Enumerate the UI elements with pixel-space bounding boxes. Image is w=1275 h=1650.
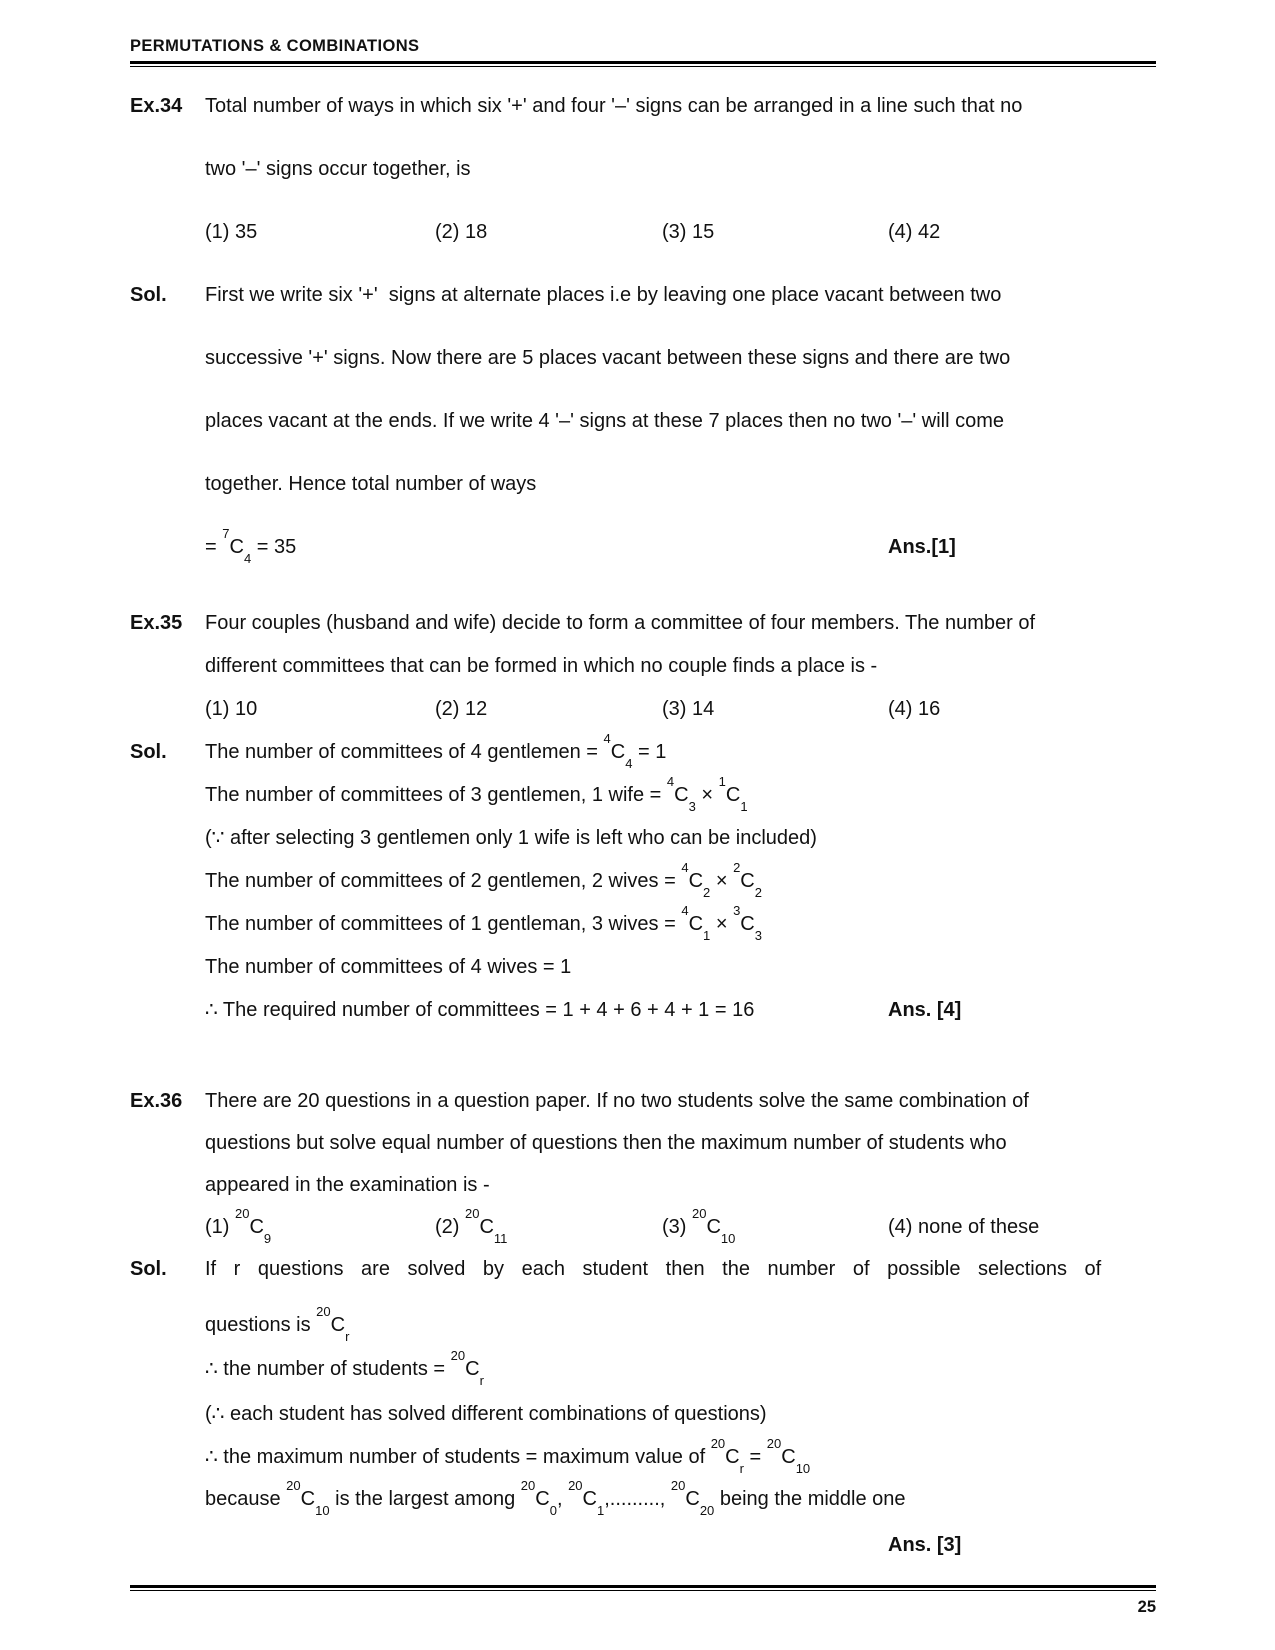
solution-line: (∵ after selecting 3 gentlemen only 1 wife is left who can be included) [205, 827, 817, 849]
page-number: 25 [1137, 1598, 1156, 1616]
answer-row [130, 1533, 1156, 1557]
solution-line: If r questions are solved by each student then the number of possible selections of [205, 1258, 1102, 1280]
question-line: two '–' signs occur together, is [205, 158, 471, 180]
solution-line: The number of committees of 4 gentlemen = $^4C_4 = 1$ [205, 731, 667, 771]
options-row [130, 1206, 1156, 1246]
answer-badge: Ans. [3] [888, 1534, 962, 1556]
question-row [130, 1173, 1156, 1197]
solution-line: First we write six '+' signs at alternate places i.e by leaving one place vacant between two [205, 284, 1002, 306]
solution-line: The number of committees of 4 wives = 1 [205, 956, 572, 978]
solution-line: The number of committees of 3 gentlemen, 1 wife = $^4C_3 \times ^1C_1$ [205, 774, 748, 814]
question-line: There are 20 questions in a question paper. If no two students solve the same combination of [205, 1090, 1029, 1112]
option-item: (2) 18 [435, 221, 488, 243]
option-item: (4) 42 [888, 221, 941, 243]
result-formula: = $^7C_4 = 35$ [205, 526, 297, 566]
solution-row [130, 409, 1156, 433]
solution-row [130, 826, 1156, 850]
option-item: (3) 15 [662, 221, 715, 243]
header-rule [130, 61, 1156, 67]
solution-row [130, 731, 1156, 771]
solution-line: ∴ the maximum number of students = maximum value of $^{20}C_r = ^{20}C_{10}$ [205, 1436, 811, 1476]
solution-line: together. Hence total number of ways [205, 473, 537, 495]
options-row [130, 220, 1156, 244]
solution-row [130, 1348, 1156, 1388]
problem-label: Ex.34 [130, 95, 183, 117]
options-row [130, 697, 1156, 721]
option-item: (3) 14 [662, 698, 715, 720]
question-line: appeared in the examination is - [205, 1174, 490, 1196]
option-item: (1) 10 [205, 698, 258, 720]
answer-badge: Ans.[1] [888, 536, 956, 558]
solution-line: The number of committees of 2 gentlemen, 2 wives = $^4C_2 \times ^2C_2$ [205, 860, 762, 900]
question-row [130, 654, 1156, 678]
footer-rule [130, 1585, 1156, 1591]
solution-row [130, 860, 1156, 900]
solution-row [130, 472, 1156, 496]
solution-row [130, 1257, 1156, 1281]
solution-line: places vacant at the ends. If we write 4 '–' signs at these 7 places then no two '–' will come [205, 410, 1005, 432]
solution-row [130, 903, 1156, 943]
question-line: different committees that can be formed in which no couple finds a place is - [205, 655, 878, 677]
option-item: (4) 16 [888, 698, 941, 720]
solution-row [130, 1436, 1156, 1476]
problem-label: Ex.35 [130, 612, 183, 634]
solution-label: Sol. [130, 741, 167, 763]
result-row [130, 526, 1156, 566]
option-item: (3) $^{20}C_{10}$ [662, 1206, 736, 1246]
solution-line: (∴ each student has solved different combinations of questions) [205, 1403, 767, 1425]
solution-label: Sol. [130, 1258, 167, 1280]
option-item: (2) 12 [435, 698, 488, 720]
question-line: Total number of ways in which six '+' and four '–' signs can be arranged in a line such that no [205, 95, 1023, 117]
page-header-title: PERMUTATIONS & COMBINATIONS [130, 37, 420, 55]
question-row [130, 157, 1156, 181]
solution-line: successive '+' signs. Now there are 5 places vacant between these signs and there are two [205, 347, 1011, 369]
answer-badge: Ans. [4] [888, 999, 962, 1021]
question-line: Four couples (husband and wife) decide to form a committee of four members. The number of [205, 612, 1036, 634]
solution-label: Sol. [130, 284, 167, 306]
question-row [130, 1089, 1156, 1113]
solution-line: ∴ The required number of committees = 1 + 4 + 6 + 4 + 1 = 16 [205, 999, 755, 1021]
question-line: questions but solve equal number of questions then the maximum number of students who [205, 1132, 1007, 1154]
question-row [130, 611, 1156, 635]
solution-line: questions is $^{20}C_r$ [205, 1304, 350, 1344]
solution-row [130, 955, 1156, 979]
option-item: (4) none of these [888, 1216, 1040, 1238]
option-item: (1) $^{20}C_9$ [205, 1206, 272, 1246]
solution-row [130, 346, 1156, 370]
solution-line: because $^{20}C_{10}$ is the largest among $^{20}C_0$, $^{20}C_1$,........., $^{20}C_{20}$ being the middle one [205, 1478, 906, 1518]
solution-line: ∴ the number of students = $^{20}C_r$ [205, 1348, 484, 1388]
solution-row [130, 283, 1156, 307]
solution-row [130, 1478, 1156, 1518]
solution-line: The number of committees of 1 gentleman, 3 wives = $^4C_1 \times ^3C_3$ [205, 903, 762, 943]
solution-row [130, 998, 1156, 1022]
question-row [130, 1131, 1156, 1155]
solution-row [130, 1402, 1156, 1426]
option-item: (1) 35 [205, 221, 258, 243]
problem-label: Ex.36 [130, 1090, 183, 1112]
question-row [130, 94, 1156, 118]
solution-row [130, 774, 1156, 814]
solution-row [130, 1304, 1156, 1344]
option-item: (2) $^{20}C_{11}$ [435, 1206, 508, 1246]
